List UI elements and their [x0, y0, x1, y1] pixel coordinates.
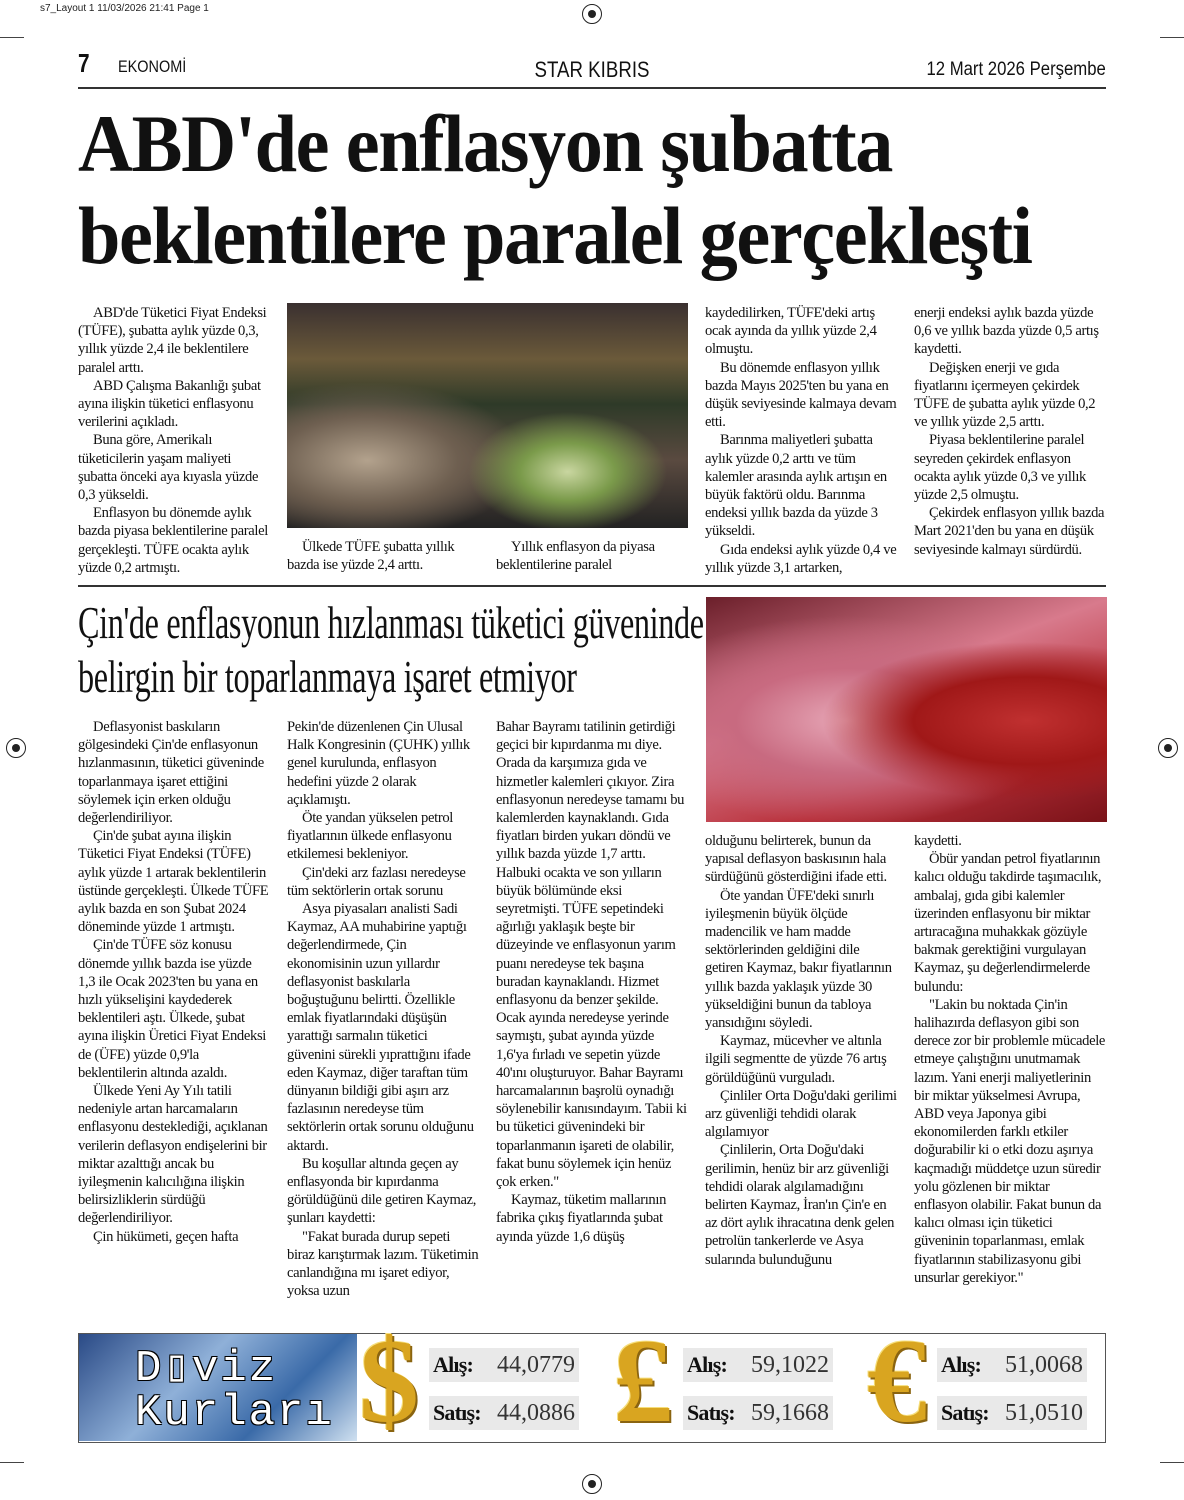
pound-sell-row — [683, 1396, 833, 1430]
paragraph: Asya piyasaları analisti Sadi Kaymaz, AA muhabirine yaptığı değerlendirmede, Çin ekonomisinin uzun yıllardır deflasyonist baskılarla boğuştuğunu belirtti. Özellikle emlak fiyatlarındaki düşüşün yarattığı sarmalın tüketici güvenini sürekli yıprattığını ifade eden Kaymaz, diğer taraftan tüm dünyanın bildiği gibi aşırı arz fazlasının neredeyse tüm sektörlerin ortak sorunu olduğunu aktardı. — [287, 901, 474, 1154]
buy-label: Alış: — [941, 1352, 982, 1377]
print-slug: s7_Layout 1 11/03/2026 21:41 Page 1 — [40, 3, 209, 14]
page-number: 7 — [78, 48, 90, 78]
sell-rate: 44,0886 — [497, 1400, 575, 1426]
paragraph: Çekirdek enflasyon yıllık bazda Mart 2021'den bu yana en düşük seviyesinde kalmayı sürdürdü. — [914, 505, 1105, 558]
euro-sell-row — [937, 1396, 1087, 1430]
buy-rate: 51,0068 — [1005, 1352, 1083, 1378]
paragraph: Barınma maliyetleri şubatta aylık yüzde 0,2 arttı ve tüm kalemler arasında aylık artışın en büyük faktörü oldu. Barınma endeksi yıllık bazda da yüzde 3 yükseldi. — [705, 432, 887, 540]
article2-column — [496, 718, 688, 1246]
currency-rates-box — [78, 1314, 1106, 1447]
paragraph: kaydetti. — [914, 833, 962, 849]
paragraph: Çin hükümeti, geçen hafta — [93, 1228, 239, 1245]
pound-symbol-icon: £ — [613, 1314, 673, 1447]
logo-text: Kurları — [135, 1388, 334, 1438]
header-rule — [78, 87, 1106, 89]
paragraph: Bu dönemde enflasyon yıllık bazda Mayıs 2025'ten bu yana en düşük seviyesinde kalmaya devam etti. — [705, 359, 897, 431]
paragraph: Ülkede Yeni Ay Yılı tatili nedeniyle artan harcamaların enflasyonu desteklediği, açıklanan verilerin deflasyon endişelerini bir miktar azalttığı ancak bu iyileşmenin kalıcılığına ilişkin belirsizliklerin sürdüğü değerlendiriliyor. — [78, 1083, 268, 1227]
article1-column — [78, 304, 270, 577]
euro-symbol-icon: € — [867, 1314, 927, 1447]
sell-rate: 59,1668 — [751, 1400, 829, 1426]
paragraph: Öte yandan ÜFE'deki sınırlı iyileşmenin büyük ölçüde madencilik ve ham madde sektörlerinden geldiğini dile getiren Kaymaz, bakır fiyatlarının yıllık bazda yaklaşık yüzde 30 yükseldiğini bunun da tabloya yansıdığını söyledi. — [705, 887, 892, 1032]
paragraph: Enflasyon bu dönemde aylık bazda piyasa beklentilerine paralel gerçekleşti. TÜFE ocakta aylık yüzde 0,2 artmıştı. — [78, 505, 268, 576]
paragraph: kaydedilirken, TÜFE'deki artış ocak ayında da yıllık yüzde 2,4 olmuştu. — [705, 305, 877, 358]
crop-mark — [0, 1462, 24, 1463]
paragraph: Yıllık enflasyon da piyasa beklentilerine paralel — [496, 539, 655, 574]
article1-column — [705, 304, 897, 577]
euro-buy-row — [937, 1348, 1087, 1382]
section-name: EKONOMİ — [118, 57, 187, 76]
sell-label: Satış: — [687, 1400, 735, 1425]
registration-mark-icon — [582, 1474, 602, 1494]
pound-buy-row — [683, 1348, 833, 1382]
paragraph: olduğunu belirterek, bunun da yapısal deflasyon baskısının hala sürdüğünü gösterdiğini ifade etti. — [705, 833, 887, 886]
paragraph: Çinlilerin, Orta Doğu'daki gerilimin, henüz bir arz güvenliği tehdidi olarak algılamadığını belirten Kaymaz, İran'ın Çin'e en az dört aylık ihracatına denk gelen petrolün tankerlerde ve Asya sularında bulunduğunu — [705, 1142, 895, 1268]
paragraph: Bahar Bayramı tatilinin getirdiği geçici bir kıpırdanma mı diye. Orada da karşımıza gıda ve hizmetler kalemleri çıkıyor. Zira enflasyonun neredeyse tamamı bu kalemlerden kaynaklandı. Gıda fiyatları birden yukarı döndü ve yıllık bazda yüzde 1,7 arttı. Halbuki ocakta ve son yılların büyük bölümünde eksi seyretmişti. TÜFE sepetindeki ağırlığı yaklaşık beşte bir düzeyinde ve enflasyonun yarım puanı neredeyse tek başına buradan kaynaklandı. Hizmet enflasyonu da benzer şekilde. Ocak ayında neredeyse yerinde saymıştı, şubat ayında yüzde 1,6'ya fırladı ve sepetin yüzde 40'ını oluşturuyor. Bahar Bayramı harcamalarının başrolü oynadığı söylenebilir kanısındayım. Tabii ki bu tüketici güvenindeki bir toparlanmanın işareti de olabilir, fakat bunu söylemek için henüz çok erken." — [496, 719, 687, 1191]
buy-label: Alış: — [687, 1352, 728, 1377]
yuan-banknote-photo — [706, 597, 1107, 822]
issue-date: 12 Mart 2026 Perşembe — [926, 59, 1106, 80]
registration-mark-icon — [582, 4, 602, 24]
registration-mark-icon — [1158, 738, 1178, 758]
paragraph: Ülkede TÜFE şubatta yıllık bazda ise yüzde 2,4 arttı. — [287, 539, 455, 574]
paragraph: Buna göre, Amerikalı tüketicilerin yaşam maliyeti şubatta önceki aya kıyasla yüzde 0,3 yükseldi. — [78, 432, 259, 504]
headline-line: Çin'de enflasyonun hızlanması tüketici güveninde — [78, 597, 704, 648]
article2-column — [78, 718, 270, 1246]
crop-mark — [1160, 1462, 1184, 1463]
paragraph: Kaymaz, mücevher ve altınla ilgili segmentte de yüzde 76 artış görüldüğünü vurguladı. — [705, 1033, 887, 1086]
paragraph: "Lakin bu noktada Çin'in halihazırda deflasyon gibi son derece zor bir problemle mücadele etmeye çalıştığını unutmamak lazım. Yani enerji maliyetlerinin bir miktar yükselmesi Avrupa, ABD veya Japonya gibi ekonomilerden farklı etkiler doğurabilir ki o etki dozu aşırıya kaçmadığı müddetçe uzun süredir yolu gözlenen bir miktar enflasyon olabilir. Fakat bunun da kalıcı olması için tüketici güveninin toparlanması, emlak fiyatlarının stabilizasyonu gibi unsurlar gerekiyor." — [914, 996, 1106, 1286]
sell-rate: 51,0510 — [1005, 1400, 1083, 1426]
article1-column — [496, 538, 688, 574]
sell-label: Satış: — [941, 1400, 989, 1425]
paragraph: enerji endeksi aylık bazda yüzde 0,6 ve yıllık bazda yüzde 0,5 artış kaydetti. — [914, 305, 1099, 358]
paragraph: Deflasyonist baskıların gölgesindeki Çin'de enflasyonun hızlanmasının, tüketici güveninde toparlanmaya işaret ettiğini söylemek için erken olduğu değerlendiriliyor. — [78, 719, 264, 827]
newspaper-name: STAR KIBRIS — [534, 57, 650, 82]
dollar-sell-row — [429, 1396, 579, 1430]
paragraph: Çin'de TÜFE söz konusu dönemde yıllık bazda ise yüzde 1,3 ile Ocak 2023'ten bu yana en hızlı yükselişini kaydederek beklentileri aştı. Ülkede, şubat ayına ilişkin Üretici Fiyat Endeksi de (ÜFE) yüzde 0,9'la beklentilerin altında azaldı. — [78, 937, 266, 1081]
buy-rate: 59,1022 — [751, 1352, 829, 1378]
paragraph: Çin'deki arz fazlası neredeyse tüm sektörlerin ortak sorunu — [287, 864, 466, 899]
headline-line: belirgin bir toparlanmaya işaret etmiyor — [78, 651, 577, 702]
paragraph: Çin'de şubat ayına ilişkin Tüketici Fiyat Endeksi (TÜFE) aylık yüzde 1 artarak beklentilerin üstünde gerçekleşti. Ülkede TÜFE aylık bazda en son Şubat 2024 döneminde yüzde 1 artmıştı. — [78, 828, 269, 936]
article1-headline — [78, 98, 1034, 282]
paragraph: Kaymaz, tüketim mallarının fabrika çıkış fiyatlarında şubat ayında yüzde 1,6 düşüş — [496, 1192, 667, 1245]
paragraph: Bu koşullar altında geçen ay enflasyonda bir kıpırdanma görüldüğünü dile getiren Kaymaz, şunları kaydetti: — [287, 1155, 477, 1227]
paragraph: Çinliler Orta Doğu'daki gerilimi arz güvenliği tehdidi olarak algılamıyor — [705, 1087, 897, 1141]
paragraph: "Fakat burada durup sepeti biraz karıştırmak lazım. Tüketimin canlandığına mı işaret ediyor, yoksa uzun — [287, 1228, 479, 1300]
registration-mark-icon — [6, 738, 26, 758]
paragraph: Gıda endeksi aylık yüzde 0,4 ve yıllık yüzde 3,1 artarken, — [705, 541, 897, 576]
headline-line: ABD'de enflasyon şubatta — [78, 98, 892, 189]
logo-text: D▯viz — [135, 1344, 278, 1394]
buy-label: Alış: — [433, 1352, 474, 1377]
article1-column — [287, 538, 479, 574]
paragraph: ABD Çalışma Bakanlığı şubat ayına ilişkin tüketici enflasyonu verilerini açıkladı. — [78, 377, 261, 431]
dollar-buy-row — [429, 1348, 579, 1382]
dollar-symbol-icon: $ — [359, 1314, 419, 1447]
headline-line: beklentilere paralel gerçekleşti — [78, 190, 1032, 281]
paragraph: ABD'de Tüketici Fiyat Endeksi (TÜFE), şubatta aylık yüzde 0,3, yıllık yüzde 2,4 ile beklentilere paralel arttı. — [78, 305, 267, 376]
crop-mark — [1160, 37, 1184, 38]
article2-column — [914, 832, 1106, 1287]
paragraph: Öbür yandan petrol fiyatlarının kalıcı olduğu takdirde taşımacılık, ambalaj, gıda gibi kalemler üzerinden enflasyonu bir miktar artıracağına muhakkak gözüyle bakmak gerektiğini vurgulayan Kaymaz, şu değerlendirmelerde bulundu: — [914, 851, 1102, 995]
paragraph: Değişken enerji ve gıda fiyatlarını içermeyen çekirdek TÜFE de şubatta aylık yüzde 0,2 ve yıllık yüzde 2,5 arttı. — [914, 359, 1096, 431]
paragraph: Piyasa beklentilerine paralel seyreden çekirdek enflasyon ocakta aylık yüzde 0,3 ve yıllık yüzde 2,5 olmuştu. — [914, 432, 1086, 504]
article2-column — [705, 832, 897, 1269]
article2-column — [287, 718, 479, 1301]
supermarket-photo — [287, 303, 688, 528]
currency-rates-logo — [79, 1334, 357, 1441]
buy-rate: 44,0779 — [497, 1352, 575, 1378]
article-divider — [78, 585, 1106, 587]
paragraph: Pekin'de düzenlenen Çin Ulusal Halk Kongresinin (ÇUHK) yıllık genel kurulunda, enflasyon hedefini yüzde 2 olarak açıklamıştı. — [287, 719, 470, 808]
sell-label: Satış: — [433, 1400, 481, 1425]
article2-headline — [78, 596, 704, 704]
article1-column — [914, 304, 1106, 559]
crop-mark — [0, 37, 24, 38]
paragraph: Öte yandan yükselen petrol fiyatlarının ülkede enflasyonu etkilemesi bekleniyor. — [287, 810, 453, 863]
